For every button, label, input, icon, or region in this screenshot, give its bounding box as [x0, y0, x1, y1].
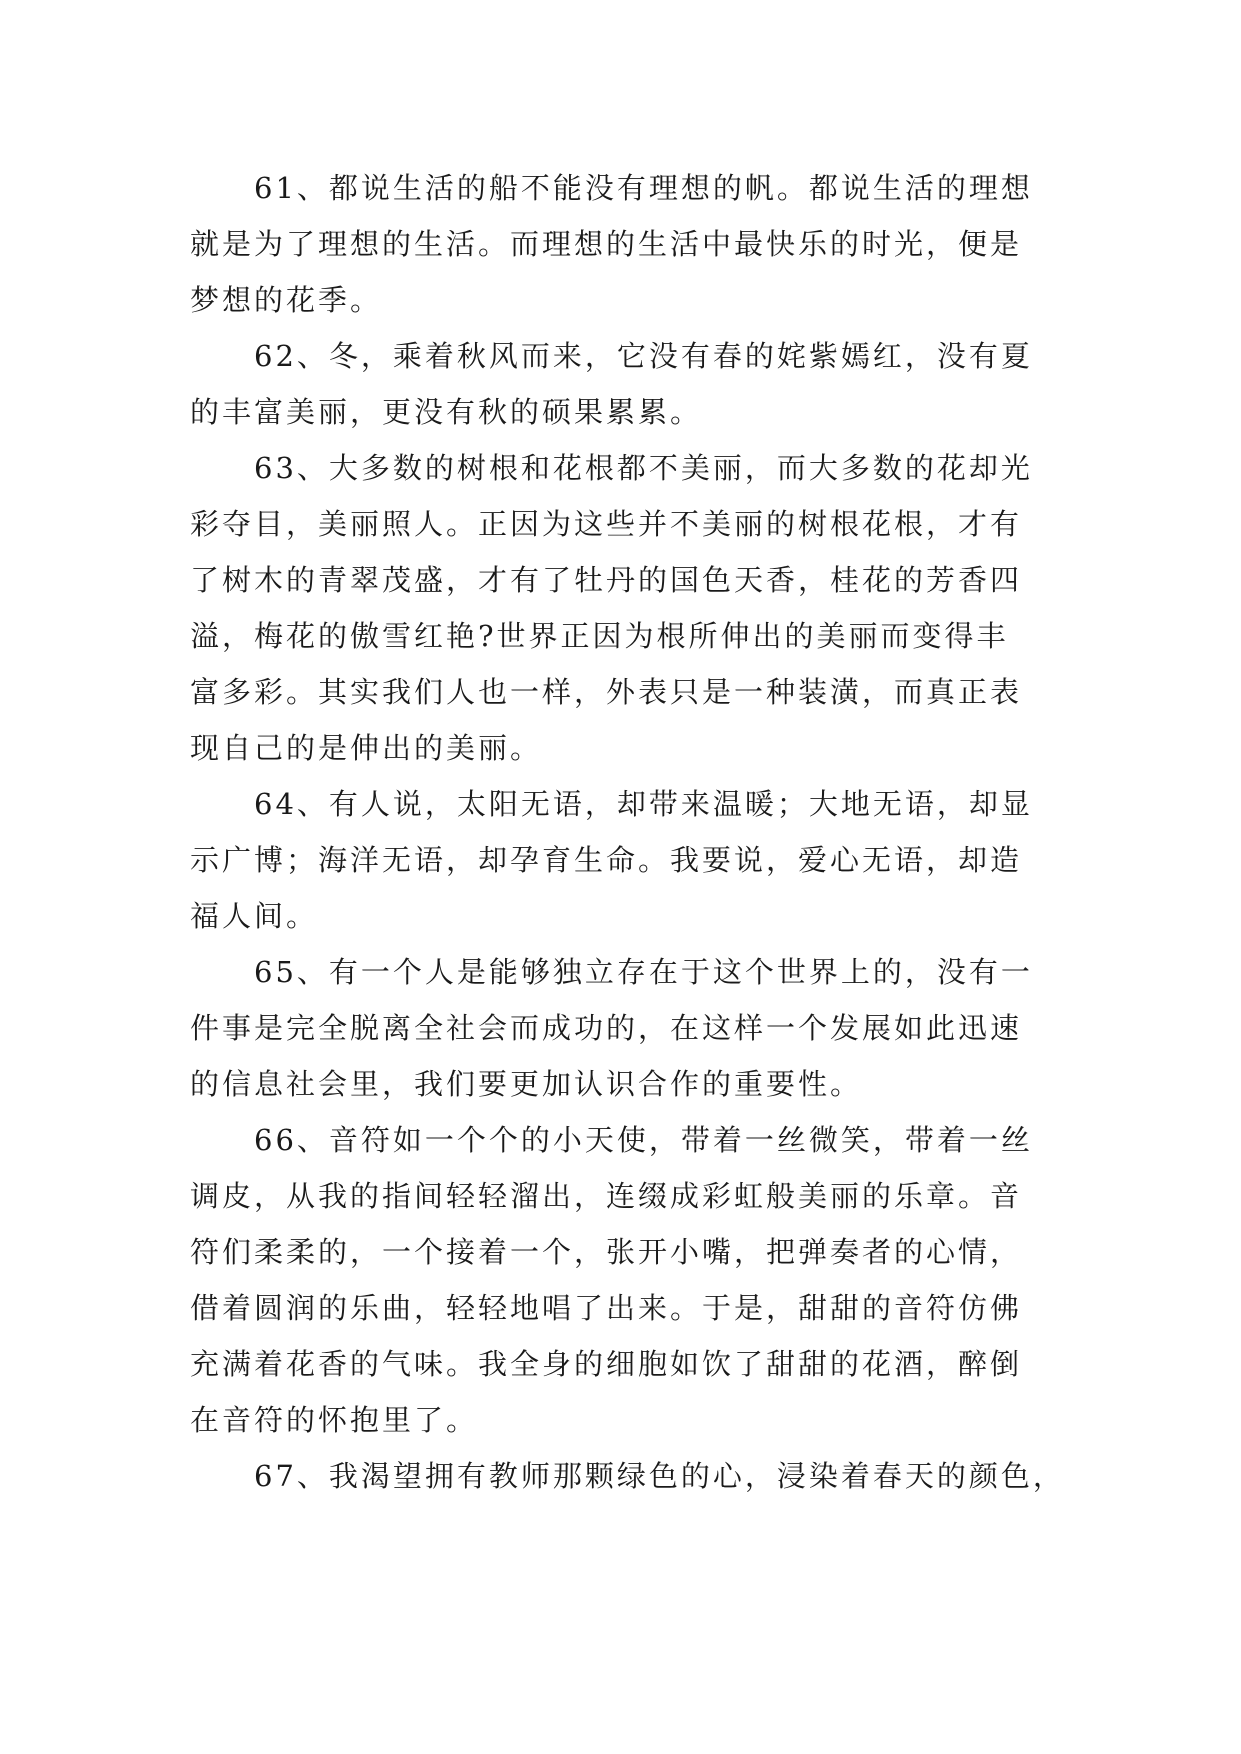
paragraph-line: 调皮，从我的指间轻轻溜出，连缀成彩虹般美丽的乐章。音 — [190, 1179, 1023, 1213]
paragraph-67 — [190, 1448, 1065, 1504]
paragraph-64 — [190, 776, 1050, 944]
paragraph-line: 溢，梅花的傲雪红艳?世界正因为根所伸出的美丽而变得丰 — [190, 619, 1009, 653]
paragraph-63 — [190, 440, 1050, 776]
paragraph-line: 梦想的花季。 — [190, 283, 383, 317]
paragraph-line: 件事是完全脱离全社会而成功的，在这样一个发展如此迅速 — [190, 1011, 1023, 1045]
paragraph-62 — [190, 328, 1050, 440]
paragraph-line: 富多彩。其实我们人也一样，外表只是一种装潢，而真正表 — [190, 675, 1023, 709]
paragraph-line: 64、有人说，太阳无语，却带来温暖；大地无语，却显 — [254, 787, 1033, 821]
paragraph-line: 61、都说生活的船不能没有理想的帆。都说生活的理想 — [254, 171, 1033, 205]
paragraph-line: 示广博；海洋无语，却孕育生命。我要说，爱心无语，却造 — [190, 843, 1023, 877]
paragraph-line: 彩夺目，美丽照人。正因为这些并不美丽的树根花根，才有 — [190, 507, 1023, 541]
paragraph-line: 符们柔柔的，一个接着一个，张开小嘴，把弹奏者的心情， — [190, 1235, 1023, 1269]
paragraph-line: 67、我渴望拥有教师那颗绿色的心，浸染着春天的颜色， — [254, 1459, 1065, 1493]
paragraph-line: 66、音符如一个个的小天使，带着一丝微笑，带着一丝 — [254, 1123, 1033, 1157]
document-body — [190, 160, 1065, 1504]
paragraph-61 — [190, 160, 1050, 328]
paragraph-line: 了树木的青翠茂盛，才有了牡丹的国色天香，桂花的芳香四 — [190, 563, 1023, 597]
paragraph-line: 就是为了理想的生活。而理想的生活中最快乐的时光，便是 — [190, 227, 1023, 261]
paragraph-line: 63、大多数的树根和花根都不美丽，而大多数的花却光 — [254, 451, 1033, 485]
paragraph-line: 的信息社会里，我们要更加认识合作的重要性。 — [190, 1067, 863, 1101]
paragraph-line: 的丰富美丽，更没有秋的硕果累累。 — [190, 395, 703, 429]
paragraph-line: 福人间。 — [190, 899, 319, 933]
paragraph-line: 在音符的怀抱里了。 — [190, 1403, 479, 1437]
paragraph-line: 借着圆润的乐曲，轻轻地唱了出来。于是，甜甜的音符仿佛 — [190, 1291, 1023, 1325]
paragraph-line: 62、冬，乘着秋风而来，它没有春的姹紫嫣红，没有夏 — [254, 339, 1033, 373]
paragraph-66 — [190, 1112, 1050, 1448]
paragraph-line: 65、有一个人是能够独立存在于这个世界上的，没有一 — [254, 955, 1033, 989]
paragraph-line: 充满着花香的气味。我全身的细胞如饮了甜甜的花酒，醉倒 — [190, 1347, 1023, 1381]
paragraph-line: 现自己的是伸出的美丽。 — [190, 731, 543, 765]
paragraph-65 — [190, 944, 1050, 1112]
